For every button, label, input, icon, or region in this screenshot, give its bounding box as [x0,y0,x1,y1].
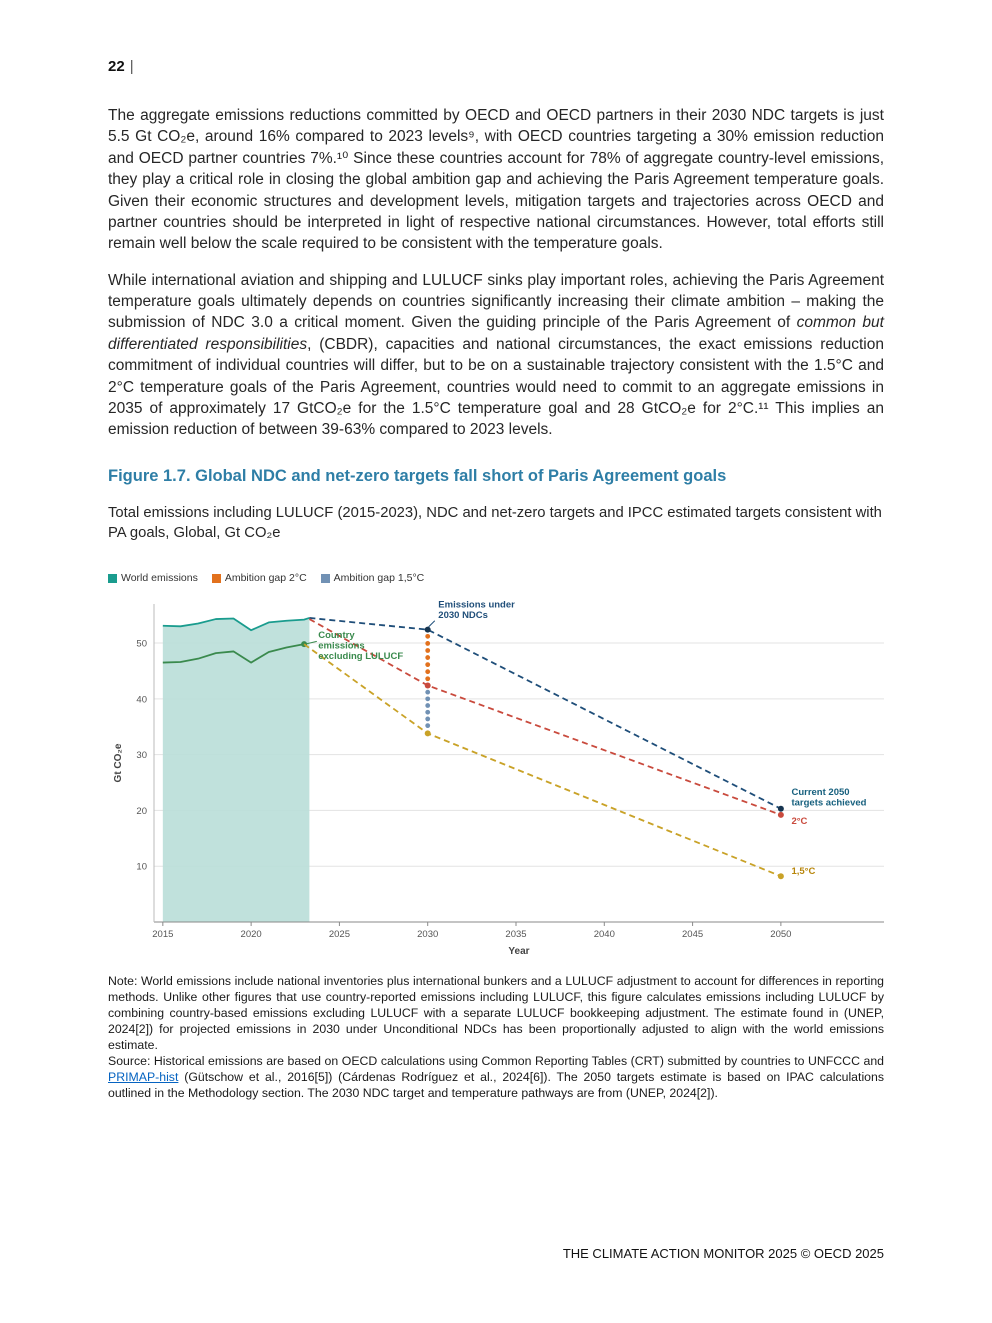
svg-text:2°C: 2°C [791,815,808,827]
paragraph-2-text-a: While international aviation and shipping and LULUCF sinks play important roles, achieving the Paris Agreement temperature goals ultimately depends on countries significantly increasing their climate ambition – making the submission of NDC 3.0 a critical moment. Given the guiding principle of the Paris Agreement of [108,271,884,332]
chart-legend [108,572,884,584]
svg-text:targets achieved: targets achieved [791,797,867,809]
legend-label: Ambition gap 2°C [224,572,307,585]
svg-text:2045: 2045 [682,929,704,941]
paragraph-1: The aggregate emissions reductions committed by OECD and OECD partners in their 2030 NDC targets is just 5.5 Gt CO₂e, around 16% compared to 2023 levels⁹, with OECD countries targeting a 30% emission reduction and OECD partner countries 7%.¹⁰ Since these countries account for 78% of aggregate country-level emissions, they play a critical role in closing the global ambition gap and achieving the Paris Agreement temperature goals. Given their economic structures and development levels, mitigation targets and trajectories across OECD and partner countries should be interpreted in light of respective national circumstances. However, total efforts still remain well below the scale required to be consistent with the temperature goals. [108,107,884,253]
svg-text:2030: 2030 [417,929,439,941]
svg-text:2035: 2035 [505,929,527,941]
svg-text:50: 50 [136,638,147,650]
figure-note: Note: World emissions include national inventories plus international bunkers and a LULUCF adjustment to account for differences in reporting methods. Unlike other figures that use country-reported emissions including LULUCF, this figure calculates emissions including LULUCF by combining country-based emissions excluding LULUCF with a separate LULUCF bookkeeping adjustment. The estimate found in (UNEP, 2024[2]) for projected emissions in 2030 under Unconditional NDCs has been proportionally adjusted to align with the world emissions estimate. [108,974,884,1052]
svg-text:2020: 2020 [240,929,262,941]
page-footer: THE CLIMATE ACTION MONITOR 2025 © OECD 2025 [562,1246,884,1261]
svg-text:emissions: emissions [318,640,365,652]
svg-text:2040: 2040 [593,929,615,941]
svg-text:Gt CO₂e: Gt CO₂e [113,743,124,783]
figure-subtitle: Total emissions including LULUCF (2015-2023), NDC and net-zero targets and IPCC estimated targets consistent with PA goals, Global, Gt CO₂e [108,504,882,542]
emissions-chart-svg [108,590,884,962]
legend-item [212,572,307,584]
svg-text:2050: 2050 [770,929,792,941]
paragraph-2-italic: common but differentiated responsibilities [108,314,884,353]
legend-label: World emissions [121,572,198,585]
legend-swatch [212,574,221,583]
emissions-chart [108,572,884,962]
svg-text:Country: Country [318,630,355,642]
svg-text:excluding LULUCF: excluding LULUCF [318,651,404,663]
svg-text:20: 20 [136,805,147,817]
svg-text:2015: 2015 [152,929,174,941]
figure-1-7 [108,467,884,1102]
figure-source-text-b: (Gütschow et al., 2016[5]) (Cárdenas Rodríguez et al., 2024[6]). The 2050 targets estimate is based on IPAC calculations outlined in the Methodology section. The 2030 NDC target and temperature pathways are from (UNEP, 2024[2]). [108,1069,884,1100]
primap-hist-link[interactable]: PRIMAP-hist [108,1069,179,1084]
svg-text:40: 40 [136,694,147,706]
svg-text:Emissions under: Emissions under [438,599,515,611]
svg-text:2025: 2025 [328,929,350,941]
legend-label: Ambition gap 1,5°C [333,572,425,585]
figure-source-text-a: Source: Historical emissions are based on OECD calculations using Common Reporting Tables (CRT) submitted by countries to UNFCCC and [108,1053,884,1068]
svg-text:2030 NDCs: 2030 NDCs [438,609,488,621]
paragraph-2-text-b: , (CBDR), capacities and national circumstances, the exact emissions reduction commitment of individual countries will differ, but to be on a sustainable trajectory consistent with the 1.5°C and 2°C temperature goals of the Paris Agreement, countries would need to commit to an aggregate emissions in 2035 of approximately 17 GtCO₂e for the 1.5°C temperature goal and 28 GtCO₂e for 2°C.¹¹ This implies an emission reduction of between 39-63% compared to 2023 levels. [108,335,884,439]
legend-swatch [321,574,330,583]
legend-item [108,572,198,584]
legend-swatch [108,574,117,583]
paragraph-2 [108,270,884,441]
svg-text:1,5°C: 1,5°C [791,866,816,878]
svg-text:30: 30 [136,750,147,762]
page-header [108,58,884,75]
figure-source [108,1054,884,1102]
figure-title: Figure 1.7. Global NDC and net-zero targets fall short of Paris Agreement goals [108,466,727,485]
svg-text:10: 10 [136,861,147,873]
legend-item [321,572,425,584]
svg-text:Year: Year [508,946,530,958]
page-number: 22 [108,58,125,75]
svg-text:Current 2050: Current 2050 [791,786,850,798]
page-number-separator: | [129,58,134,75]
figure-notes [108,974,884,1102]
